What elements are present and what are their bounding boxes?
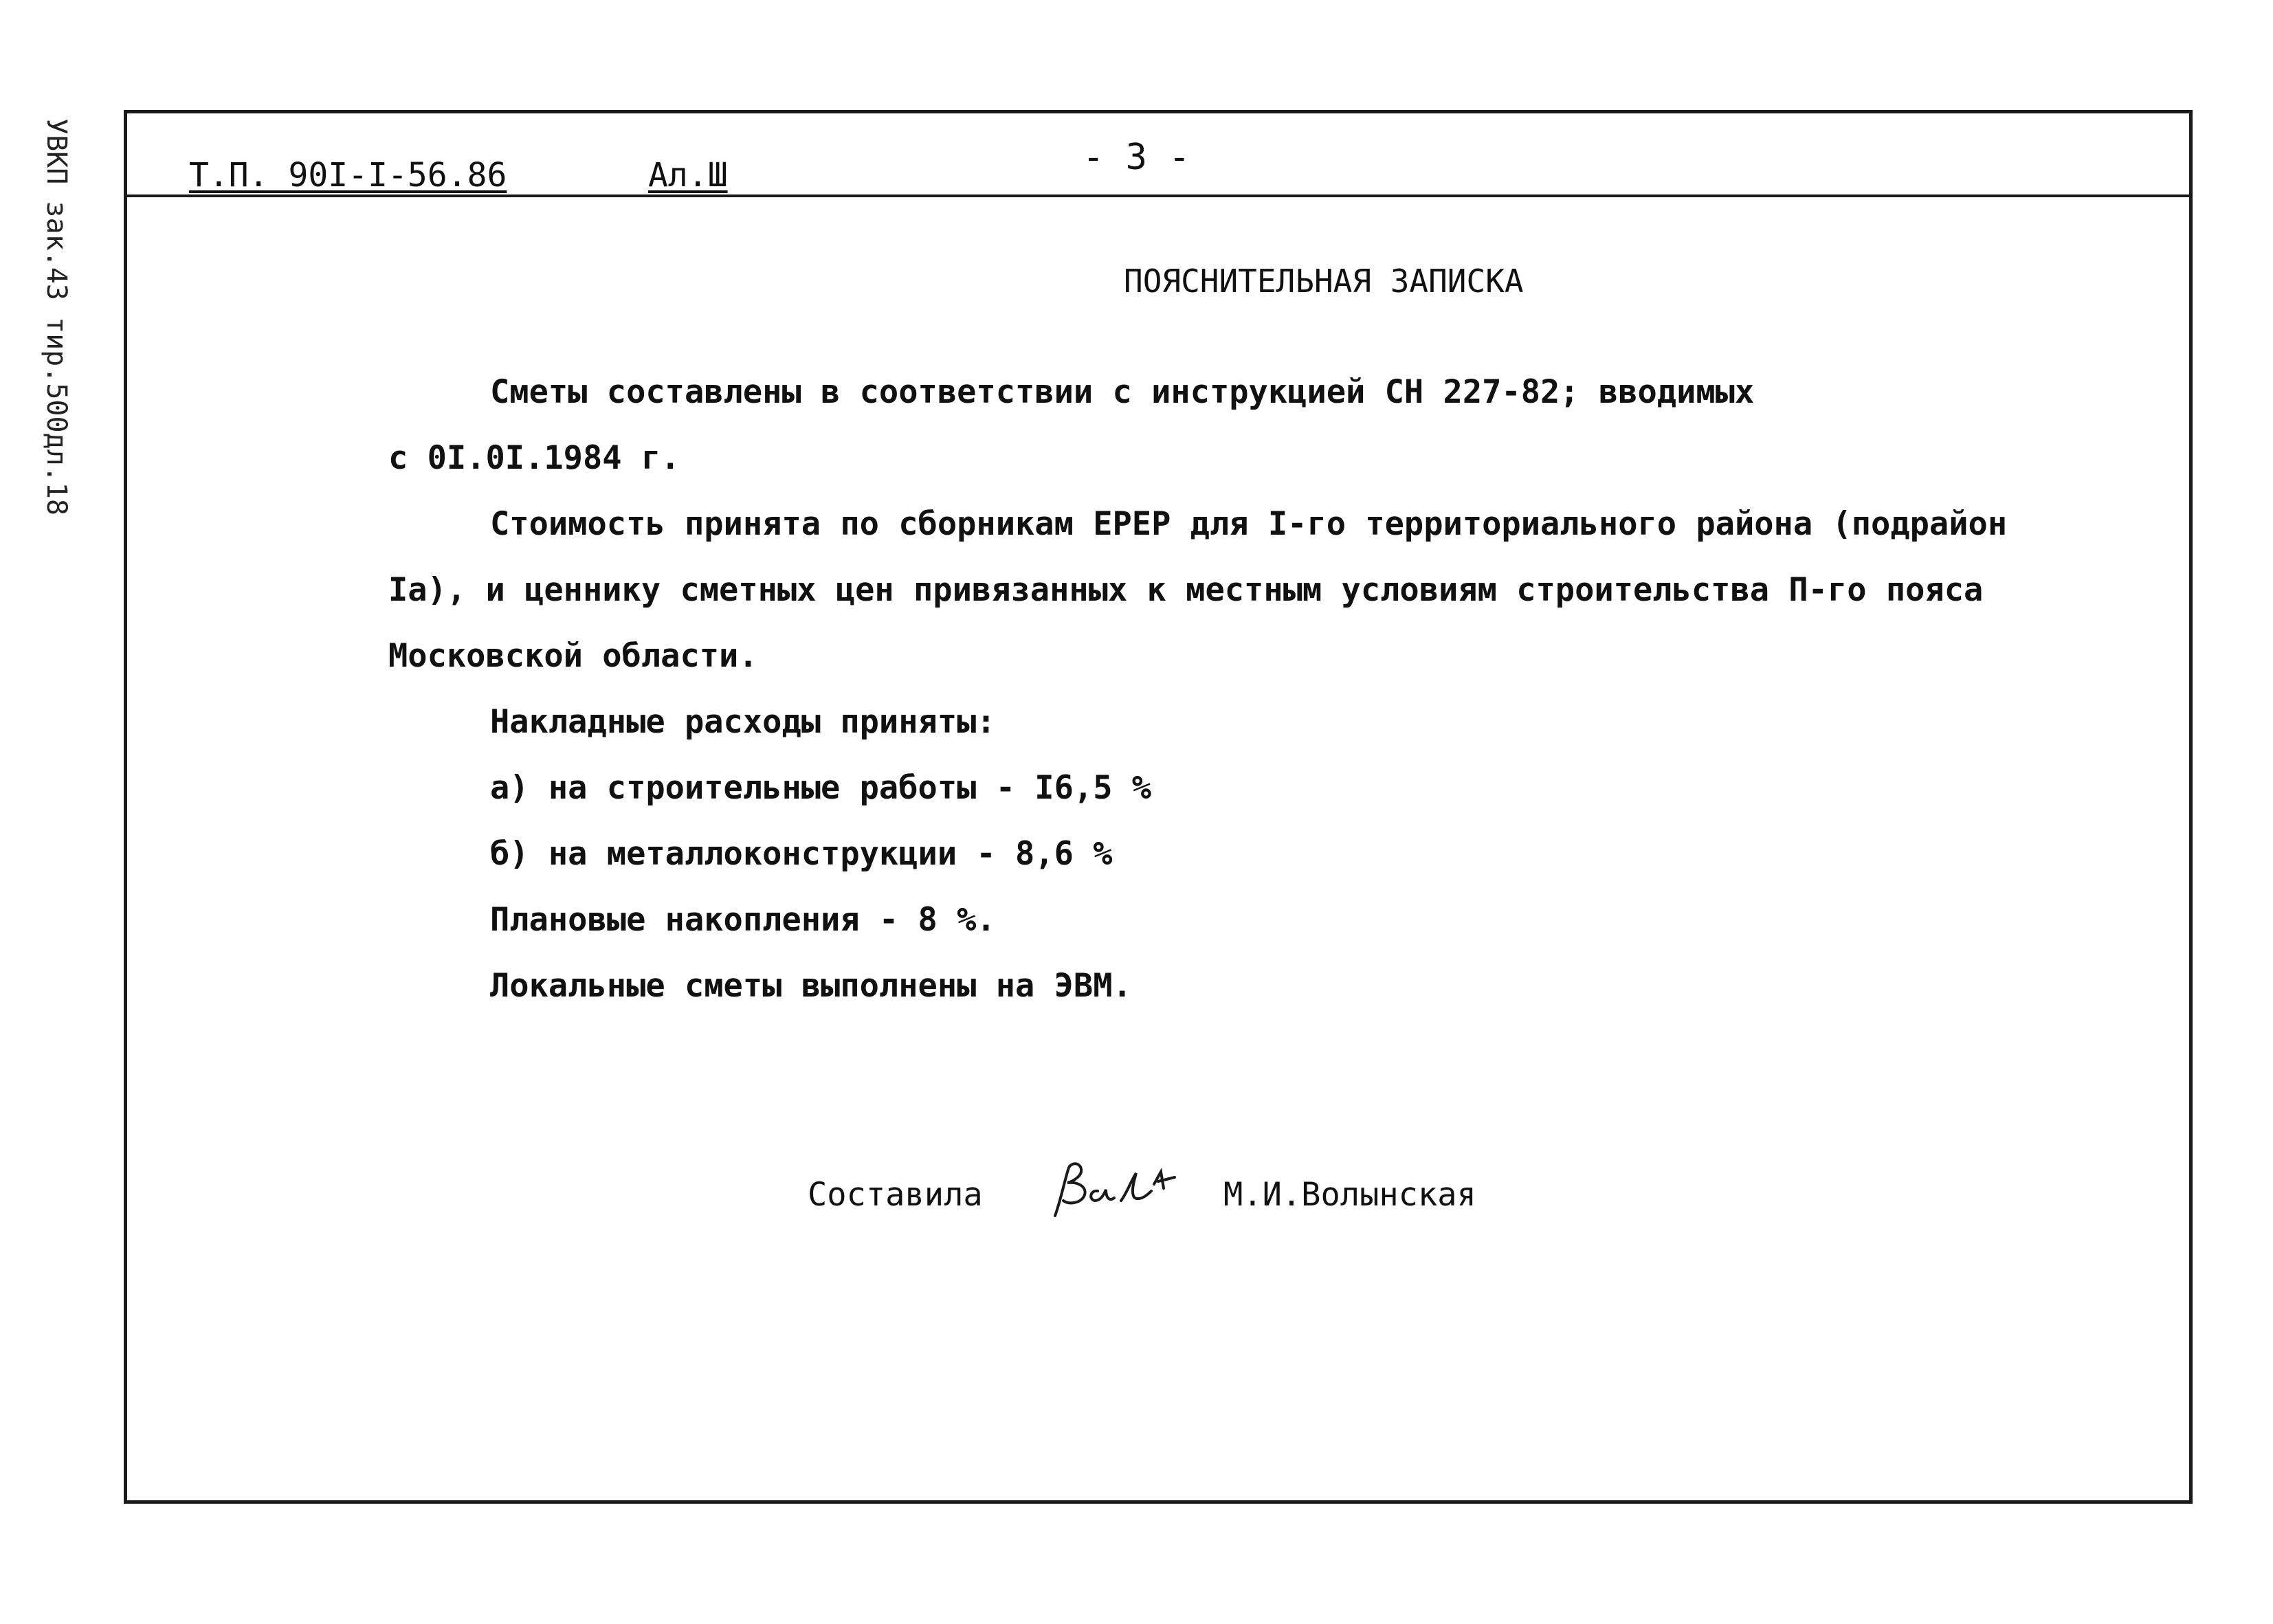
body-line: Iа), и ценнику сметных цен привязанных к местным условиям строительства П-го пояса <box>388 571 1984 609</box>
body-line: Плановые накопления - 8 %. <box>490 901 996 939</box>
body-line: с 0I.0I.1984 г. <box>388 439 680 477</box>
author-name: М.И.Волынская <box>1223 1176 1476 1214</box>
document-code: Т.П. 90I-I-56.86 <box>189 156 507 194</box>
body-line: Локальные сметы выполнены на ЭВМ. <box>490 967 1132 1005</box>
handwritten-signature <box>1040 1153 1198 1228</box>
header-rule <box>127 194 2189 197</box>
body-line: Стоимость принята по сборникам ЕРЕР для I-го территориального района (подрайон <box>490 505 2008 543</box>
side-stamp: УВКП зак.43 тир.500дл.18 <box>41 118 72 515</box>
list-item: б) на металлоконструкции - 8,6 % <box>490 835 1113 873</box>
album-sheet: Ал.Ш <box>648 156 728 194</box>
document-frame <box>124 110 2193 1504</box>
signature-label: Составила <box>808 1176 983 1214</box>
list-item: а) на строительные работы - I6,5 % <box>490 769 1152 807</box>
body-line: Накладные расходы приняты: <box>490 703 996 741</box>
page-number: - 3 - <box>1083 137 1190 178</box>
document-title: ПОЯСНИТЕЛЬНАЯ ЗАПИСКА <box>1124 263 1524 300</box>
body-line: Сметы составлены в соответствии с инструкцией СН 227-82; вводимых <box>490 373 1755 411</box>
body-line: Московской области. <box>388 637 758 675</box>
